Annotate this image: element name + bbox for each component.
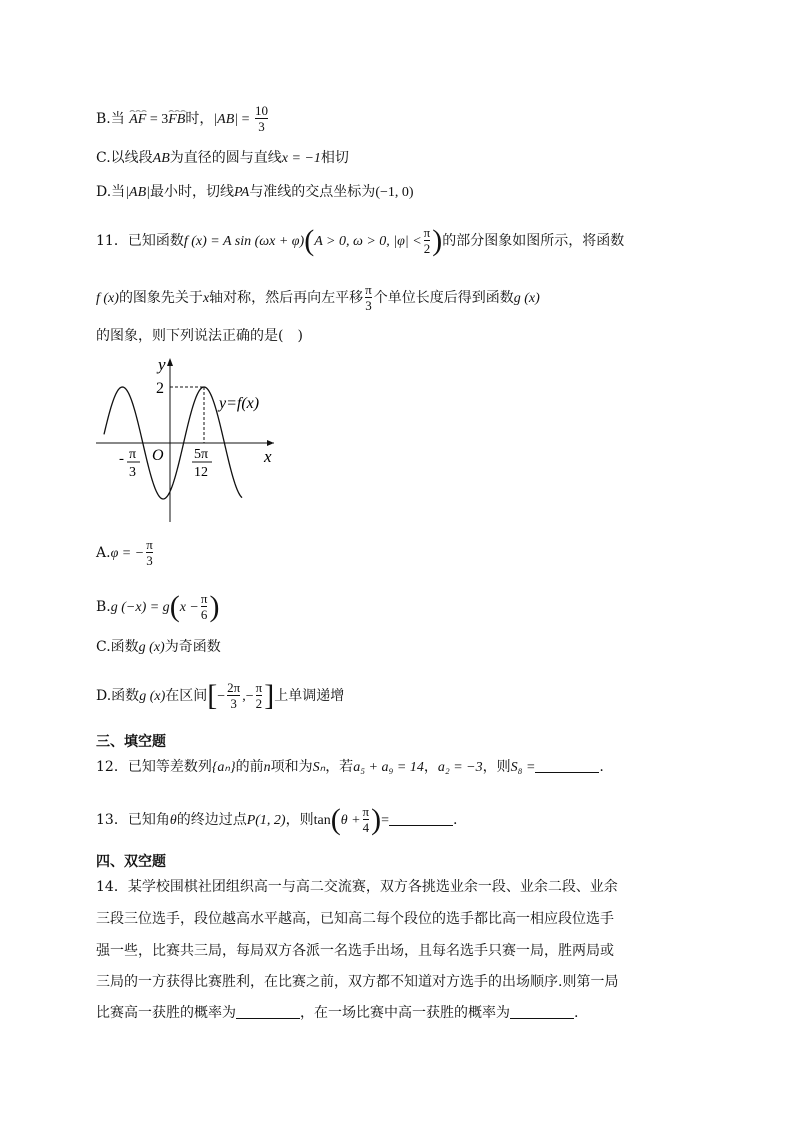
y-axis-label: y [158,355,166,374]
bracket-close: ] [264,679,275,712]
amplitude-label: 2 [156,380,164,397]
point-coordinate: (−1, 0) [375,185,414,200]
left-tick-den: 3 [129,465,136,480]
condition-text: A > 0, ω > 0, |φ| < [314,234,422,249]
q11-stem-line3 [96,326,303,346]
y-axis-arrow [167,358,173,366]
stem-text: ，则 [482,759,511,775]
option-label: D.函数 [96,688,140,704]
function-graph [92,350,292,530]
segment-ab: AB [152,151,170,166]
q11-option-b [96,592,219,622]
paren-open: ( [169,590,180,623]
q11-option-d: D.函数g (x)在区间[− $\frac{2\pi}{3}$ ,− $\frac{\pi}{2}$ ]上单调递增 [96,679,345,712]
var-n: n [263,760,271,775]
option-label: B.当 [96,111,125,127]
paren-close: ) [209,590,220,623]
option-text: 上单调递增 [274,688,345,704]
stem-text: 个单位长度后得到函数 [373,290,514,306]
option-text: 在区间 [165,688,208,704]
section-title-double-blank: 四、双空题 [96,854,166,870]
stem-text: 的终边过点 [176,812,247,828]
stem-text: ，在一场比赛中高一获胜的概率为 [300,1005,510,1021]
vector-af: ⌢⌢⌢ AF [129,105,147,127]
left-tick-num: π [129,447,137,462]
paren-open: ( [330,803,341,836]
curve-label: y=f(x) [219,395,260,412]
option-text: 相切 [320,150,349,166]
sequence-an: {aₙ} [211,760,236,775]
tangent-pa: PA [234,185,250,200]
option-math: φ = − [110,546,145,561]
bracket-open: [ [207,679,218,712]
option-label: C.函数 [96,639,139,655]
option-math: θ + [340,813,361,828]
fraction-pi-4: $\frac{\pi}{4}$ [362,804,370,835]
stem-text: ，则 [285,812,314,828]
tan-function: tan [313,813,331,828]
answer-blank[interactable] [389,811,453,826]
fraction-pi-6: $\frac{\pi}{6}$ [200,591,208,622]
vector-fb: ⌢⌢⌢ FB [168,105,186,127]
condition-a5-a9: a₅ + a₉ = 14 [353,760,424,775]
stem-text: 项和为 [270,759,313,775]
q11-option-c [96,637,221,658]
stem-text: 轴对称，然后再向左平移 [209,290,364,306]
function-fx: f (x) [96,291,119,306]
period: . [574,1005,579,1021]
question-number: 13．已知角 [96,812,170,828]
equals-text: = 3 [146,112,169,127]
stem-text: 比赛高一获胜的概率为 [96,1005,236,1021]
abs-ab: |AB| [125,185,150,200]
sum-sn: Sₙ [312,760,326,775]
answer-blank-2[interactable] [510,1004,574,1019]
q11-stem-line2 [96,283,540,313]
fraction-2pi-3: $\frac{2\pi}{3}$ [227,680,241,711]
q14-line5 [96,1003,578,1023]
option-label: A. [96,545,111,561]
paren-open: ( [304,224,315,257]
period: . [453,812,458,828]
right-tick-den: 12 [194,465,208,480]
option-text: 为直径的圆与直线 [169,150,282,166]
text-when: 时， [185,111,214,127]
function-definition: f (x) = A sin (ωx + φ) [183,234,305,249]
right-tick-num: 5π [194,447,209,462]
option-text: 为奇函数 [164,639,221,655]
stem-text: ， [423,759,438,775]
point-p: P(1, 2) [246,813,286,828]
question-number: 12．已知等差数列 [96,759,212,775]
q10-option-d [96,182,414,203]
q12-stem [96,757,604,778]
stem-text: 的部分图象如图所示，将函数 [442,233,625,249]
abs-ab: |AB| [213,112,239,127]
condition-a2: a₂ = −3 [437,760,483,775]
q14-line2: 三段三位选手，段位越高水平越高，已知高二每个段位的选手都比高一相应段位选手 [96,911,614,927]
stem-text: 的前 [235,759,264,775]
answer-blank-1[interactable] [236,1004,300,1019]
left-tick-sign: - [119,451,124,467]
section-title-fill-in: 三、填空题 [96,734,166,750]
x-axis-arrow [267,440,274,446]
fraction-pi-3: $\frac{\pi}{3}$ [146,537,153,568]
equals-text: = [238,112,254,127]
option-label: C.以线段 [96,150,153,166]
q14-line1: 14．某学校围棋社团组织高一与高二交流赛，双方各挑选业余一段、业余二段、业余 [96,879,618,895]
question-number: 11．已知函数 [96,233,184,249]
fraction-pi-2: $\frac{\pi}{2}$ [423,225,431,256]
fraction-10-3: $\frac{10}{3}$ [255,103,269,134]
stem-text: 的图象先关于 [118,290,203,306]
line-equation: x = −1 [281,151,321,166]
function-gx: g (x) [139,689,166,704]
q13-stem [96,805,457,835]
stem-text: 的图象，则下列说法正确的是( ) [96,328,303,344]
option-label: D.当 [96,184,126,200]
answer-blank[interactable] [535,758,599,773]
period: . [599,759,604,775]
q14-line3: 强一些，比赛共三局，每局双方各派一名选手出场，且每名选手只赛一局，胜两局或 [96,943,614,959]
equals-text: = [381,813,390,828]
q11-option-a [96,538,155,568]
paren-close: ) [432,224,443,257]
angle-theta: θ [169,813,177,828]
option-label: B. [96,599,111,615]
sum-s8: S₈ = [510,760,536,775]
q10-option-c [96,148,349,169]
option-text: 最小时，切线 [150,184,234,200]
option-math: g (−x) = g [110,600,170,615]
stem-text: ，若 [325,759,354,775]
origin-label: O [152,447,164,464]
option-text: 与准线的交点坐标为 [249,184,376,200]
paren-close: ) [371,803,382,836]
q11-stem-line1 [96,226,624,256]
x-axis-label: x [264,447,272,466]
fraction-pi-3: $\frac{\pi}{3}$ [365,282,372,313]
axis-x-text: x [202,291,210,306]
option-math: x − [179,600,199,615]
function-gx: g (x) [138,640,165,655]
q14-line4: 三局的一方获得比赛胜利，在比赛之前，双方都不知道对方选手的出场顺序.则第一局 [96,974,619,990]
fraction-pi-2: $\frac{\pi}{2}$ [255,680,263,711]
q10-option-b [96,104,270,134]
function-gx: g (x) [513,291,540,306]
